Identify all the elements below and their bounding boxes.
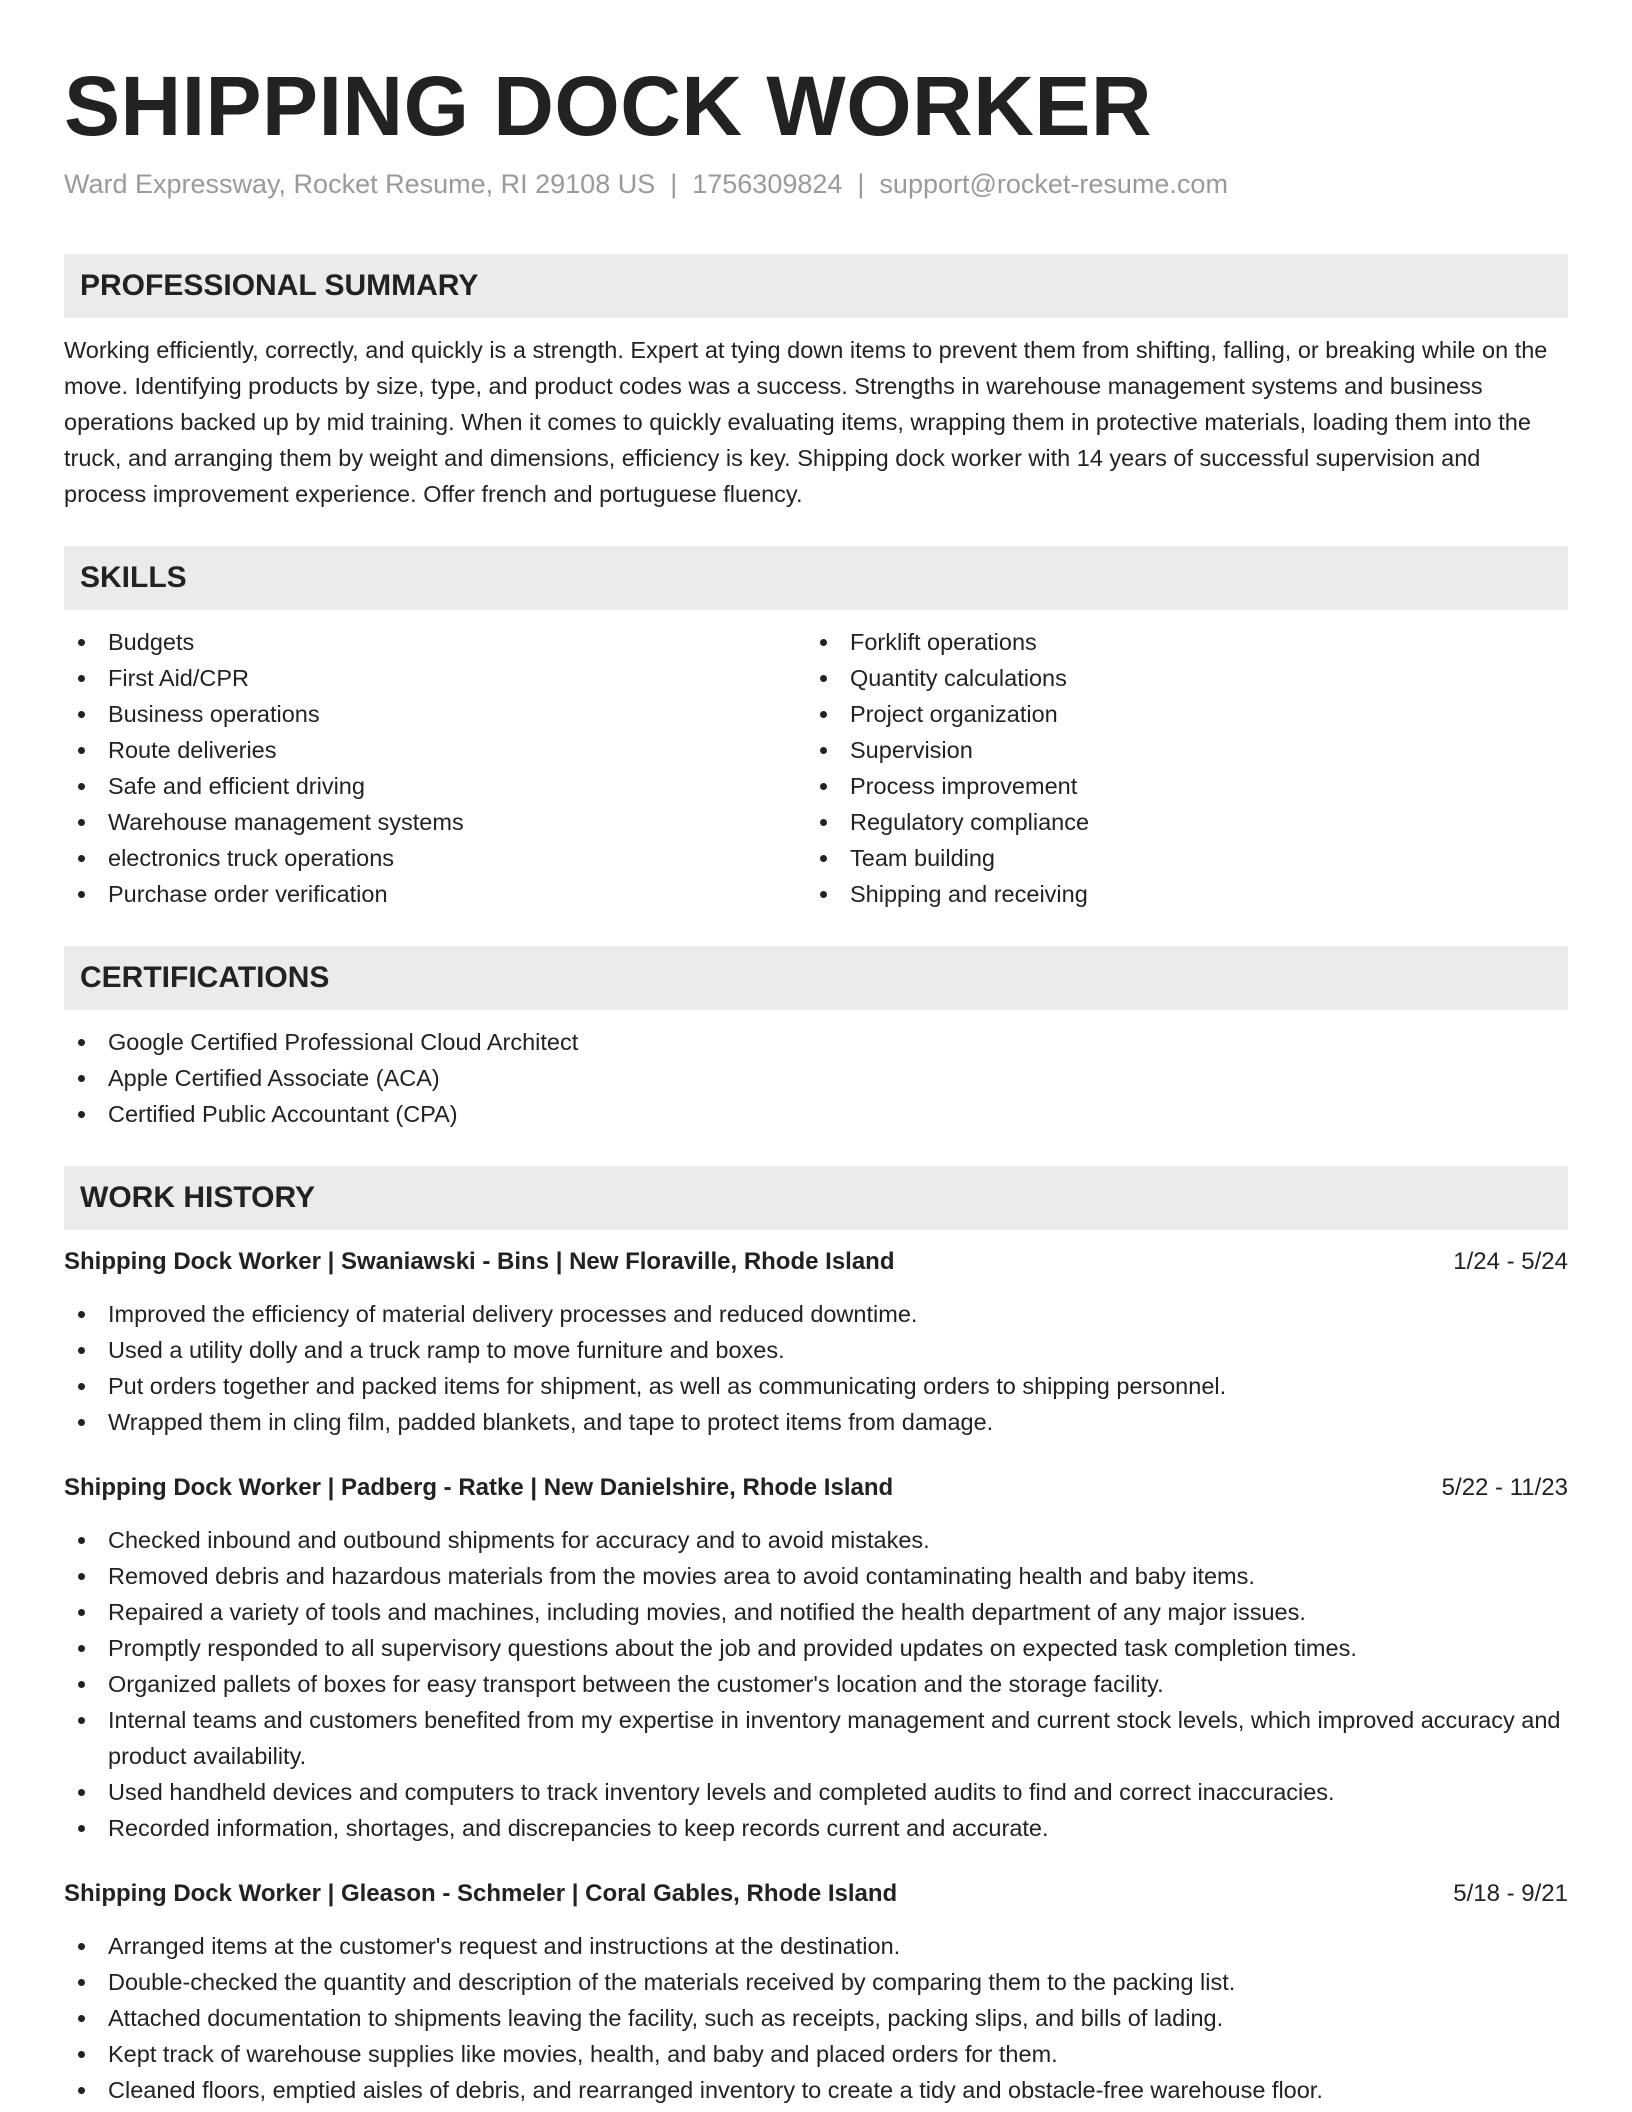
contact-phone: 1756309824 [692, 169, 843, 199]
job-dates: 1/24 - 5/24 [1453, 1248, 1568, 1275]
skill-item: Supervision [806, 732, 1548, 768]
skill-item: Shipping and receiving [806, 876, 1548, 912]
job-bullet: Internal teams and customers benefited from my expertise in inventory management and current stock levels, which improved accuracy and product availability. [64, 1702, 1568, 1774]
contact-email: support@rocket-resume.com [879, 169, 1228, 199]
job-bullet: Used handheld devices and computers to track inventory levels and completed audits to find and correct inaccuracies. [64, 1774, 1568, 1810]
skill-item: Business operations [64, 696, 806, 732]
candidate-name: SHIPPING DOCK WORKER [64, 59, 1153, 153]
job-bullet: Improved the efficiency of material delivery processes and reduced downtime. [64, 1296, 1568, 1332]
skill-item: Budgets [64, 624, 806, 660]
certifications-list [64, 1024, 1568, 1132]
job-bullet: Promptly responded to all supervisory questions about the job and provided updates on expected task completion times. [64, 1630, 1568, 1666]
skill-item: Warehouse management systems [64, 804, 806, 840]
job-bullet: Double-checked the quantity and description of the materials received by comparing them to the packing list. [64, 1964, 1568, 2000]
section-header-skills: SKILLS [64, 546, 1568, 610]
summary-text: Working efficiently, correctly, and quickly is a strength. Expert at tying down items to prevent them from shifting, falling, or breaking while on the move. Identifying products by size, type, and product codes was a success. Strengths in warehouse management systems and business operations backed up by mid training. When it comes to quickly evaluating items, wrapping them in protective materials, loading them into the truck, and arranging them by weight and dimensions, efficiency is key. Shipping dock worker with 14 years of successful supervision and process improvement experience. Offer french and portuguese fluency. [64, 337, 1548, 507]
job-bullet: Recorded information, shortages, and discrepancies to keep records current and accurate. [64, 1810, 1568, 1846]
skill-item: Purchase order verification [64, 876, 806, 912]
job-bullet: Checked inbound and outbound shipments for accuracy and to avoid mistakes. [64, 1522, 1568, 1558]
job-bullet: Organized pallets of boxes for easy transport between the customer's location and the storage facility. [64, 1666, 1568, 1702]
job-dates: 5/22 - 11/23 [1441, 1474, 1568, 1501]
job-bullet: Kept track of warehouse supplies like movies, health, and baby and placed orders for them. [64, 2036, 1568, 2072]
certification-item: Apple Certified Associate (ACA) [64, 1060, 1568, 1096]
certification-item: Certified Public Accountant (CPA) [64, 1096, 1568, 1132]
contact-line [64, 166, 1568, 202]
section-header-summary: PROFESSIONAL SUMMARY [64, 254, 1568, 318]
job-bullet: Arranged items at the customer's request and instructions at the destination. [64, 1928, 1568, 1964]
job-bullets [64, 1928, 1568, 2108]
skill-item: Route deliveries [64, 732, 806, 768]
contact-address: Ward Expressway, Rocket Resume, RI 29108 US [64, 169, 656, 199]
contact-separator: | [670, 169, 678, 199]
job-header [64, 1470, 1568, 1506]
skill-item: Team building [806, 840, 1548, 876]
skills-grid [64, 624, 1568, 912]
job-bullets [64, 1296, 1568, 1440]
skill-item: Safe and efficient driving [64, 768, 806, 804]
job-bullet: Used a utility dolly and a truck ramp to move furniture and boxes. [64, 1332, 1568, 1368]
job-entry [64, 1244, 1568, 1440]
resume-page [64, 0, 1568, 2108]
job-title: Shipping Dock Worker | Gleason - Schmeler | Coral Gables, Rhode Island [64, 1880, 898, 1907]
section-header-certifications: CERTIFICATIONS [64, 946, 1568, 1010]
job-bullets [64, 1522, 1568, 1846]
skill-item: Regulatory compliance [806, 804, 1548, 840]
skill-item: Forklift operations [806, 624, 1548, 660]
job-bullet: Cleaned floors, emptied aisles of debris, and rearranged inventory to create a tidy and obstacle-free warehouse floor. [64, 2072, 1568, 2108]
certification-item: Google Certified Professional Cloud Architect [64, 1024, 1568, 1060]
job-bullet: Removed debris and hazardous materials from the movies area to avoid contaminating health and baby items. [64, 1558, 1568, 1594]
job-bullet: Attached documentation to shipments leaving the facility, such as receipts, packing slips, and bills of lading. [64, 2000, 1568, 2036]
skill-item: electronics truck operations [64, 840, 806, 876]
job-header [64, 1244, 1568, 1280]
job-title: Shipping Dock Worker | Swaniawski - Bins | New Floraville, Rhode Island [64, 1248, 895, 1275]
job-title: Shipping Dock Worker | Padberg - Ratke | New Danielshire, Rhode Island [64, 1474, 894, 1501]
job-bullet: Repaired a variety of tools and machines, including movies, and notified the health department of any major issues. [64, 1594, 1568, 1630]
job-dates: 5/18 - 9/21 [1453, 1880, 1568, 1907]
skill-item: Project organization [806, 696, 1548, 732]
skill-item: Quantity calculations [806, 660, 1548, 696]
skills-column-left [64, 624, 806, 912]
contact-separator: | [857, 169, 865, 199]
skill-item: First Aid/CPR [64, 660, 806, 696]
job-bullet: Put orders together and packed items for shipment, as well as communicating orders to shipping personnel. [64, 1368, 1568, 1404]
skill-item: Process improvement [806, 768, 1548, 804]
skills-column-right [806, 624, 1548, 912]
job-bullet: Wrapped them in cling film, padded blankets, and tape to protect items from damage. [64, 1404, 1568, 1440]
job-header [64, 1876, 1568, 1912]
section-header-work-history: WORK HISTORY [64, 1166, 1568, 1230]
job-entry [64, 1470, 1568, 1846]
job-entry [64, 1876, 1568, 2108]
